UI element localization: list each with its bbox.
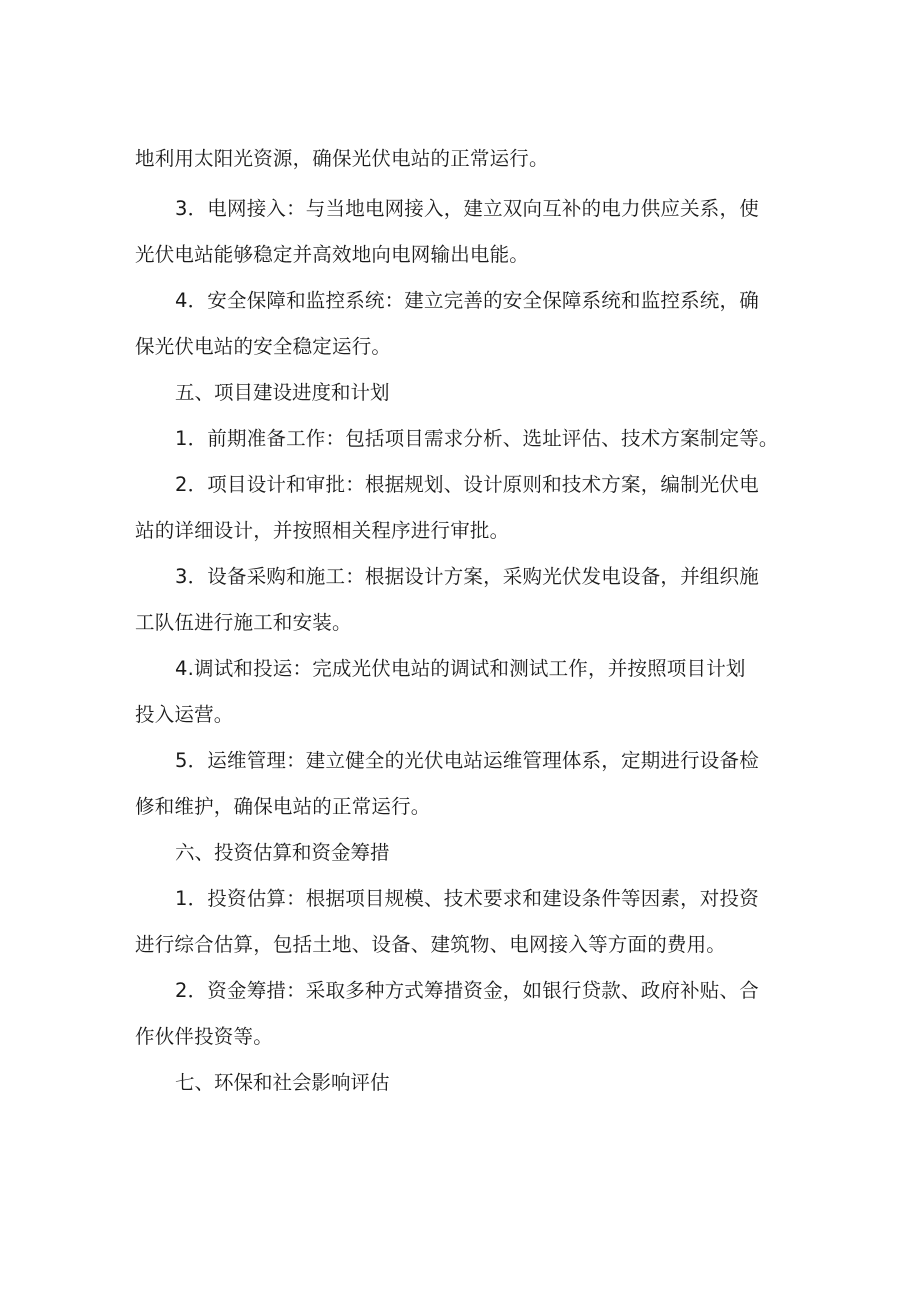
paragraph (135, 462, 795, 554)
paragraph-line: 1．前期准备工作：包括项目需求分析、选址评估、技术方案制定等。 (175, 427, 779, 450)
paragraph-line: 光伏电站能够稳定并高效地向电网输出电能。 (135, 243, 530, 266)
paragraph-line: 作伙伴投资等。 (135, 1025, 273, 1048)
paragraph-line: 3．电网接入：与当地电网接入，建立双向互补的电力供应关系，使 (175, 197, 759, 220)
paragraph-line: 2．项目设计和审批：根据规划、设计原则和技术方案，编制光伏电 (175, 473, 759, 496)
paragraph (135, 646, 795, 738)
paragraph (135, 186, 795, 278)
paragraph (135, 554, 795, 646)
paragraph (135, 416, 795, 462)
paragraph-line: 1．投资估算：根据项目规模、技术要求和建设条件等因素，对投资 (175, 887, 759, 910)
paragraph-line: 进行综合估算，包括土地、设备、建筑物、电网接入等方面的费用。 (135, 933, 727, 956)
paragraph-line: 修和维护，确保电站的正常运行。 (135, 795, 431, 818)
paragraph-line: 工队伍进行施工和安装。 (135, 611, 352, 634)
paragraph-line: 2．资金筹措：采取多种方式筹措资金，如银行贷款、政府补贴、合 (175, 979, 759, 1002)
paragraph-line: 4.调试和投运：完成光伏电站的调试和测试工作，并按照项目计划 (175, 657, 746, 680)
section-heading: 七、环保和社会影响评估 (175, 1071, 390, 1094)
paragraph-line: 站的详细设计，并按照相关程序进行审批。 (135, 519, 510, 542)
paragraph-line: 5．运维管理：建立健全的光伏电站运维管理体系，定期进行设备检 (175, 749, 759, 772)
paragraph-line: 3．设备采购和施工：根据设计方案，采购光伏发电设备，并组织施 (175, 565, 759, 588)
paragraph-line: 投入运营。 (135, 703, 234, 726)
section-heading: 六、投资估算和资金筹措 (175, 841, 390, 864)
paragraph (135, 136, 795, 182)
paragraph (135, 968, 795, 1060)
paragraph (135, 278, 795, 370)
paragraph-line: 保光伏电站的安全稳定运行。 (135, 335, 392, 358)
document-body (135, 136, 795, 1106)
paragraph (135, 738, 795, 830)
paragraph-line: 地利用太阳光资源，确保光伏电站的正常运行。 (135, 147, 549, 170)
paragraph (135, 876, 795, 968)
section-heading: 五、项目建设进度和计划 (175, 381, 390, 404)
paragraph-line: 4．安全保障和监控系统：建立完善的安全保障系统和监控系统，确 (175, 289, 759, 312)
